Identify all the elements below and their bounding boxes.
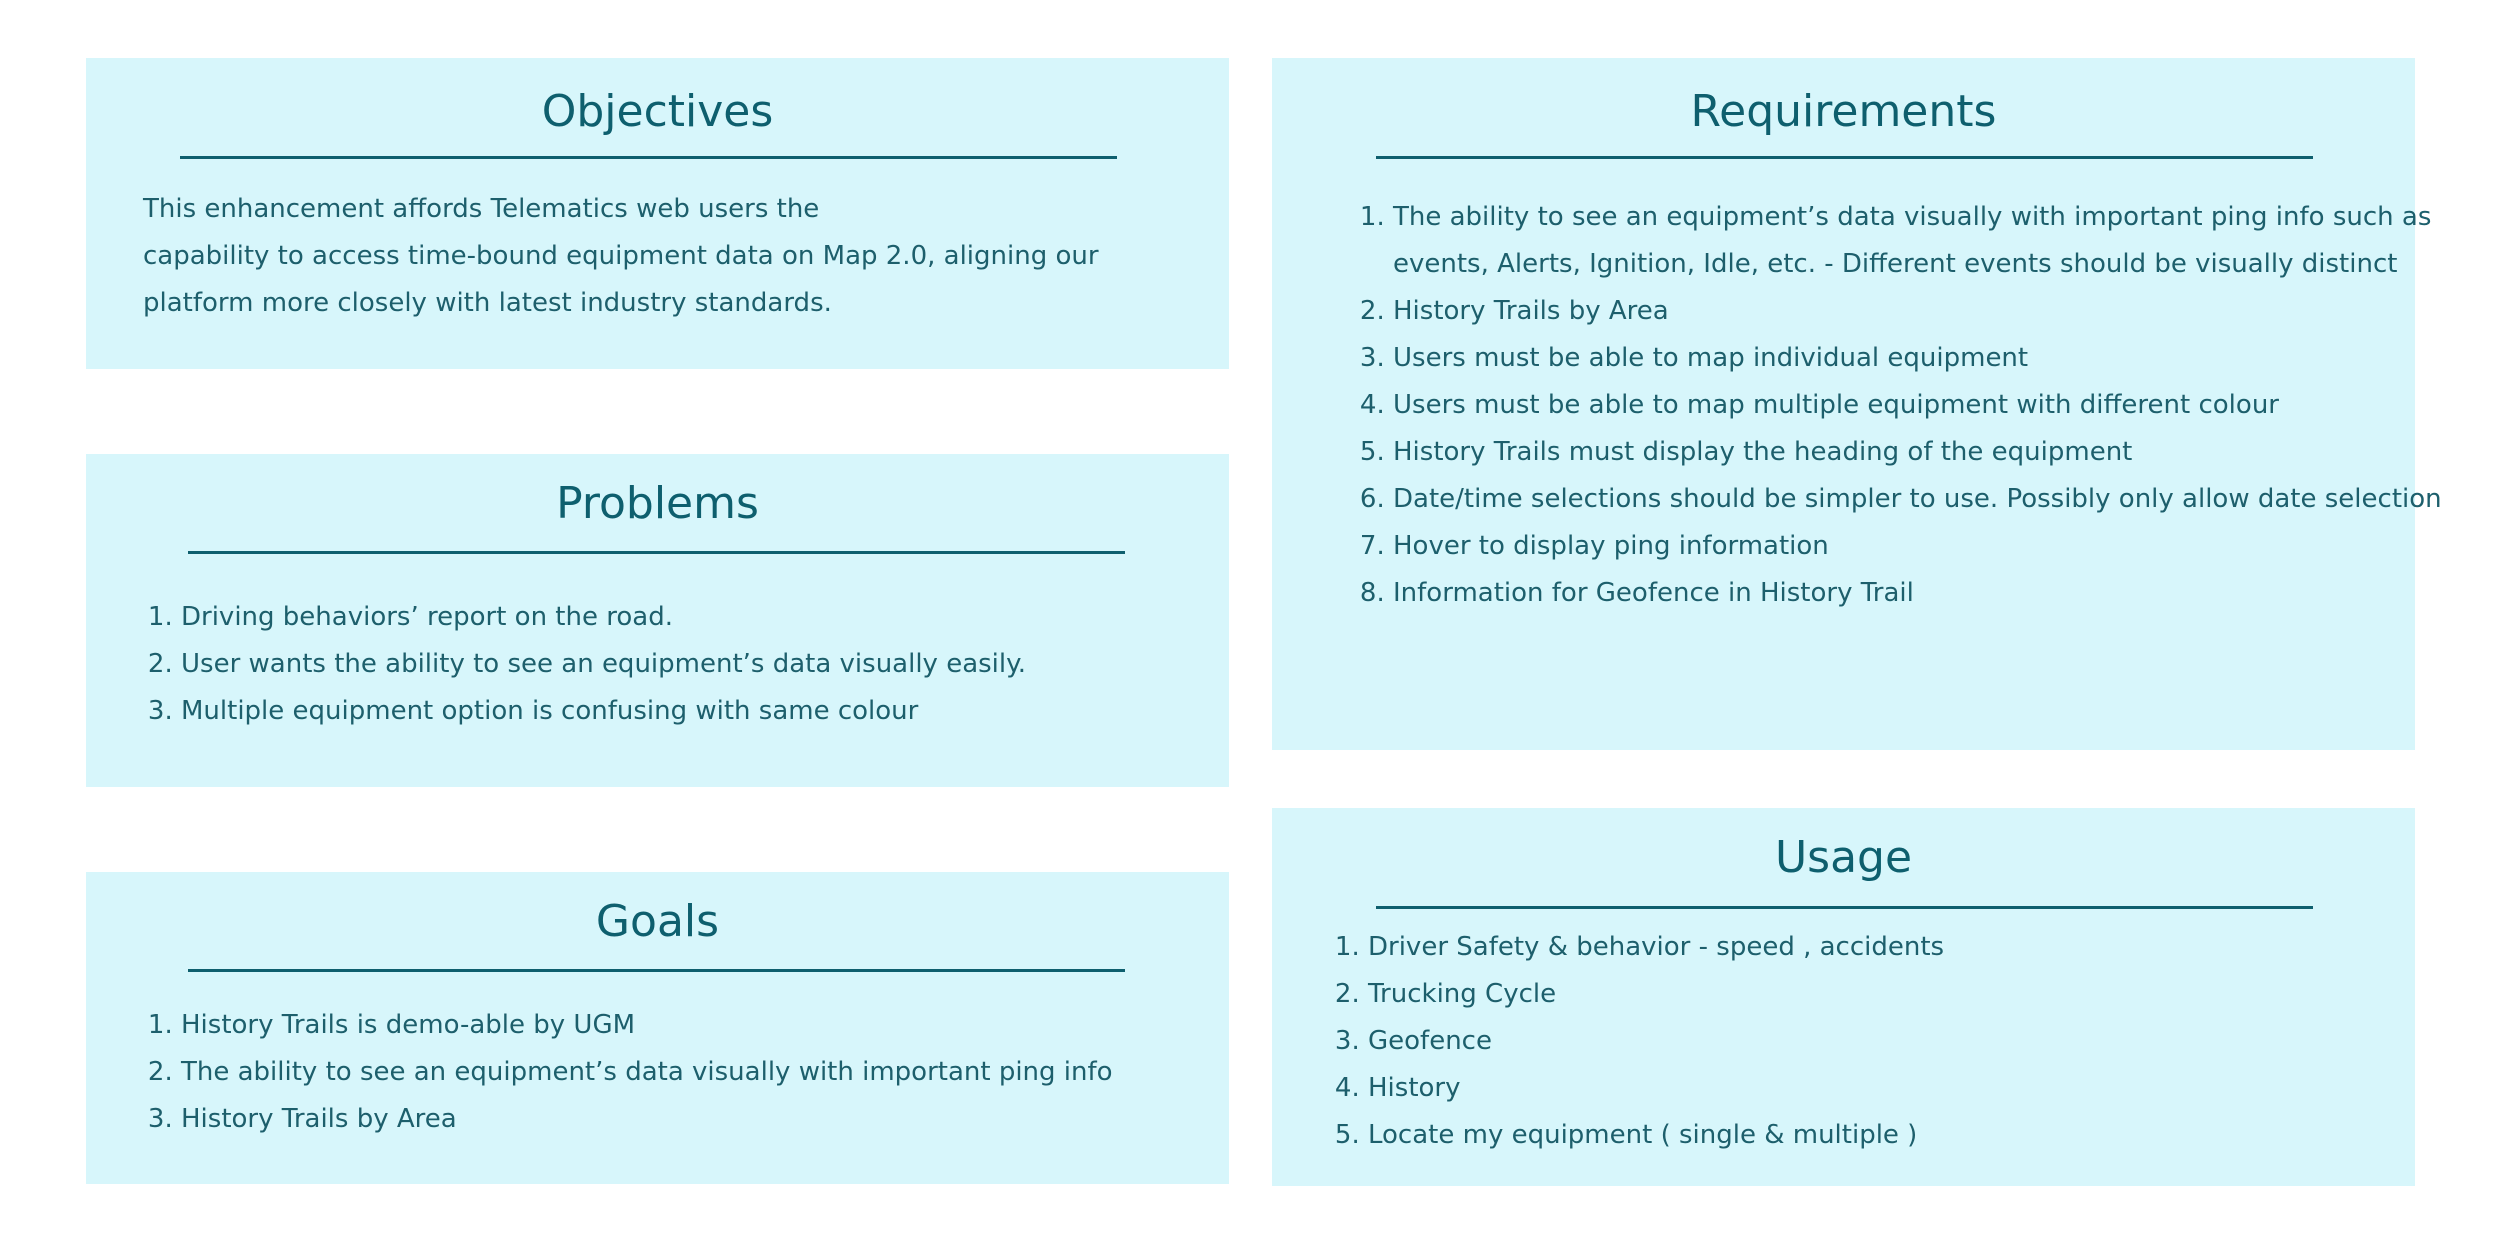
requirements-item: 6. Date/time selections should be simpler to use. Possibly only allow date selection bbox=[1393, 476, 2453, 523]
objectives-line-3: platform more closely with latest industry standards. bbox=[143, 288, 832, 318]
usage-card bbox=[1272, 808, 2415, 1186]
usage-divider bbox=[1376, 906, 2313, 909]
problems-title: Problems bbox=[556, 478, 759, 529]
usage-title: Usage bbox=[1774, 832, 1913, 883]
objectives-divider bbox=[180, 156, 1117, 159]
objectives-title: Objectives bbox=[541, 86, 774, 137]
objectives-text bbox=[143, 186, 1163, 327]
problems-item: 3. Multiple equipment option is confusing with same colour bbox=[181, 688, 1261, 735]
usage-item: 4. History bbox=[1368, 1065, 2428, 1112]
objectives-line-2: capability to access time-bound equipment data on Map 2.0, aligning our bbox=[143, 241, 1099, 271]
goals-divider bbox=[188, 969, 1125, 972]
usage-item: 3. Geofence bbox=[1368, 1018, 2428, 1065]
requirements-title: Requirements bbox=[1690, 86, 1997, 137]
problems-divider bbox=[188, 551, 1125, 554]
requirements-item: 3. Users must be able to map individual equipment bbox=[1393, 335, 2453, 382]
goals-card bbox=[86, 872, 1229, 1184]
problems-list bbox=[86, 594, 1261, 735]
requirements-item: 7. Hover to display ping information bbox=[1393, 523, 2453, 570]
requirements-list bbox=[1272, 194, 2453, 617]
objectives-line-1: This enhancement affords Telematics web users the bbox=[143, 194, 820, 224]
goals-item: 1. History Trails is demo-able by UGM bbox=[181, 1002, 1261, 1049]
goals-item: 3. History Trails by Area bbox=[181, 1096, 1261, 1143]
requirements-item: 8. Information for Geofence in History Trail bbox=[1393, 570, 2453, 617]
goals-item: 2. The ability to see an equipment’s data visually with important ping info bbox=[181, 1049, 1261, 1096]
requirements-item: 5. History Trails must display the heading of the equipment bbox=[1393, 429, 2453, 476]
goals-list bbox=[86, 1002, 1261, 1143]
usage-list bbox=[1272, 924, 2428, 1159]
requirements-item: 2. History Trails by Area bbox=[1393, 288, 2453, 335]
requirements-item: 4. Users must be able to map multiple equipment with different colour bbox=[1393, 382, 2453, 429]
problems-item: 2. User wants the ability to see an equipment’s data visually easily. bbox=[181, 641, 1261, 688]
requirements-item: 1. The ability to see an equipment’s data visually with important ping info such as events, Alerts, Ignition, Idle, etc. - Different events should be visually distinct bbox=[1393, 194, 2453, 288]
goals-title: Goals bbox=[595, 896, 720, 947]
usage-item: 5. Locate my equipment ( single & multiple ) bbox=[1368, 1112, 2428, 1159]
objectives-card bbox=[86, 58, 1229, 369]
problems-item: 1. Driving behaviors’ report on the road. bbox=[181, 594, 1261, 641]
usage-item: 1. Driver Safety & behavior - speed , accidents bbox=[1368, 924, 2428, 971]
requirements-divider bbox=[1376, 156, 2313, 159]
problems-card bbox=[86, 454, 1229, 787]
requirements-card bbox=[1272, 58, 2442, 750]
usage-item: 2. Trucking Cycle bbox=[1368, 971, 2428, 1018]
